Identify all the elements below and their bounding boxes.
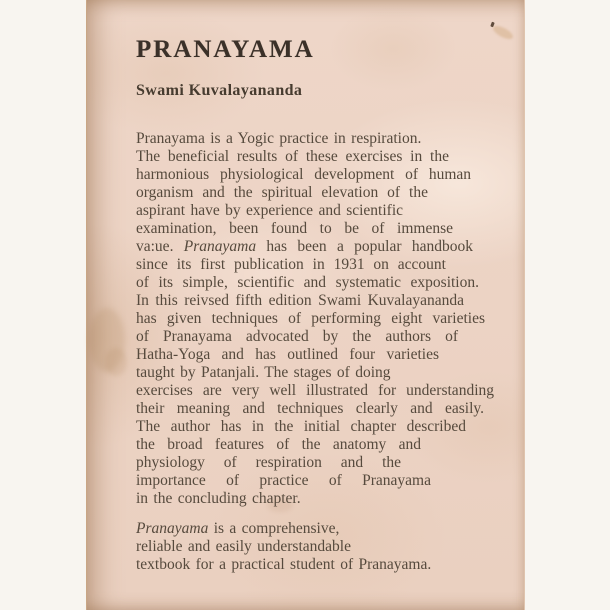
body-line-text: importance of practice of Pranayama — [136, 472, 431, 489]
body-line — [136, 490, 496, 508]
body-line — [136, 520, 496, 538]
body-line-text: organism and the spiritual elevation of the — [136, 184, 428, 201]
body-line-text: of Pranayama advocated by the authors of — [136, 328, 458, 345]
body-line-text: textbook for a practical student of Pranayama. — [136, 556, 432, 573]
body-line — [136, 538, 496, 556]
body-line — [136, 382, 496, 400]
ink-speck — [490, 22, 495, 28]
closing-paragraph — [136, 520, 496, 574]
paper-stain — [89, 308, 125, 372]
body-line — [136, 310, 496, 328]
body-line-text: of its simple, scientific and systematic exposition. — [136, 274, 479, 291]
body-line — [136, 400, 496, 418]
body-line-text: has given techniques of performing eight varieties — [136, 310, 485, 327]
body-line-text: Pranayama is a Yogic practice in respiration. — [136, 130, 422, 147]
body-line — [136, 220, 496, 238]
body-line — [136, 556, 496, 574]
body-line-text: taught by Patanjali. The stages of doing — [136, 364, 391, 381]
body-line-text: harmonious physiological development of human — [136, 166, 471, 183]
paper-stain — [105, 348, 127, 376]
body-line — [136, 418, 496, 436]
body-line — [136, 238, 496, 256]
body-line — [136, 130, 496, 148]
body-line — [136, 256, 496, 274]
body-line-text: their meaning and techniques clearly and easily. — [136, 400, 484, 417]
body-line-text: aspirant have by experience and scientific — [136, 202, 404, 219]
body-line — [136, 166, 496, 184]
body-line-text: examination, been found to be of immense — [136, 220, 453, 237]
body-line-text: in the concluding chapter. — [136, 490, 301, 507]
body-line-text: the broad features of the anatomy and — [136, 436, 421, 453]
body-line — [136, 436, 496, 454]
book-author: Swami Kuvalayananda — [136, 82, 303, 99]
body-line — [136, 202, 496, 220]
body-line — [136, 184, 496, 202]
body-line — [136, 148, 496, 166]
body-line-text: In this reivsed fifth edition Swami Kuvalayananda — [136, 292, 464, 309]
body-line — [136, 328, 496, 346]
body-line-text: since its first publication in 1931 on account — [136, 256, 446, 273]
body-line — [136, 346, 496, 364]
body-line-text: reliable and easily understandable — [136, 538, 351, 555]
body-line — [136, 472, 496, 490]
book-title: PRANAYAMA — [136, 36, 315, 63]
body-line — [136, 454, 496, 472]
body-line-text: The beneficial results of these exercises in the — [136, 148, 449, 165]
body-line-text: physiology of respiration and the — [136, 454, 401, 471]
body-line-text: The author has in the initial chapter described — [136, 418, 466, 435]
body-line — [136, 292, 496, 310]
body-line — [136, 274, 496, 292]
body-line-text: Hatha-Yoga and has outlined four varieties — [136, 346, 439, 363]
book-page — [86, 0, 525, 610]
body-line-text: va:ue. Pranayama has been a popular handbook — [136, 238, 473, 255]
body-line-text: Pranayama is a comprehensive, — [136, 520, 340, 537]
body-line — [136, 364, 496, 382]
body-line-text: exercises are very well illustrated for understanding — [136, 382, 494, 399]
paper-stain — [491, 23, 515, 41]
synopsis-paragraph — [136, 130, 496, 508]
